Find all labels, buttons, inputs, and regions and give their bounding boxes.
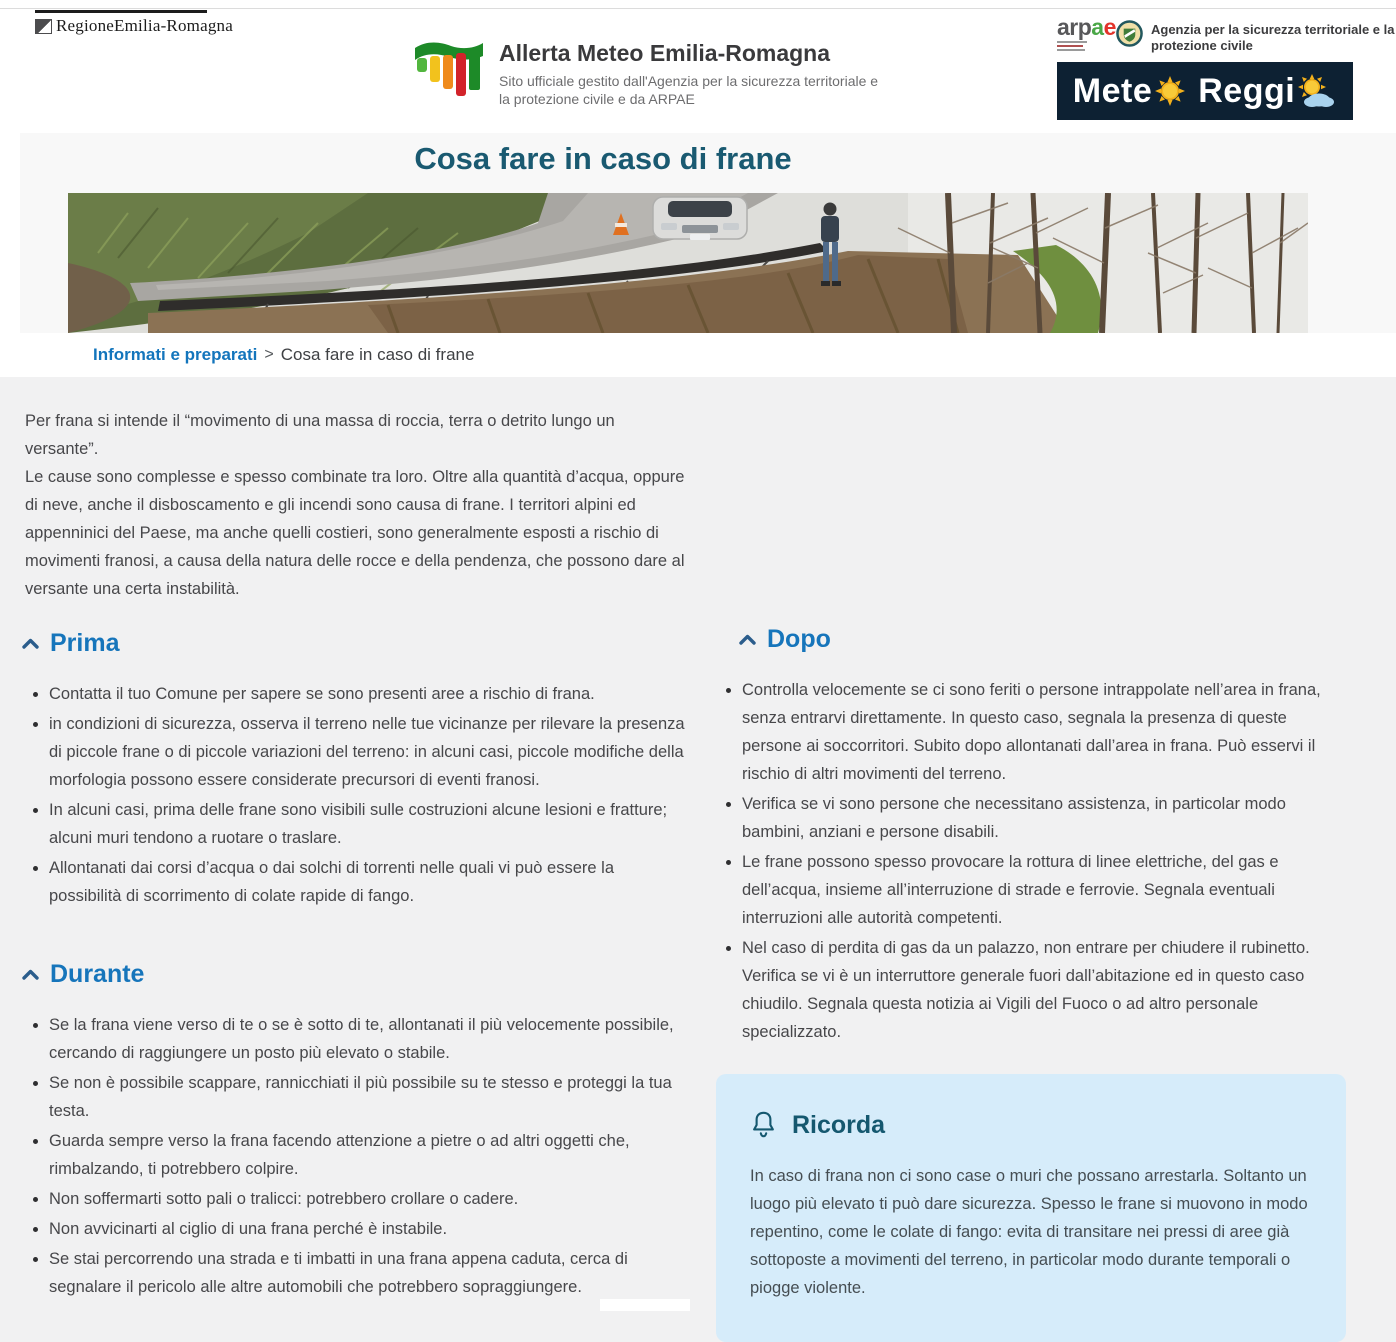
sun-icon [1154,75,1186,107]
arpae-text-gray: arp [1057,14,1092,40]
regione-emilia-romagna-logo[interactable] [35,10,239,40]
breadcrumb-current: Cosa fare in caso di frane [280,345,475,364]
left-column [25,407,685,1342]
list-item: • Guarda sempre verso la frana facendo attenzione a pietre o ad altri oggetti che, rimbalzando, ti potrebbero colpire. [49,1127,685,1183]
list-item: • Non soffermarti sotto pali o tralicci: potrebbero crollare o cadere. [49,1185,685,1213]
list-item: • Nel caso di perdita di gas da un palazzo, non entrare per chiudere il rubinetto. Verifica se vi è un interruttore generale fuori dall’abitazione ed in questo caso chiudilo. Segnala questa notizia ai Vigili del Fuoco o ad altro personale specializzato. [742,934,1346,1046]
arpae-logo[interactable] [1057,16,1116,51]
list-item: • In alcuni casi, prima delle frane sono visibili sulle costruzioni alcune lesioni e fratture; alcuni muri tendono a ruotare o traslare. [49,796,685,852]
dopo-list [716,676,1346,1046]
arpae-text-red: e [1103,14,1116,40]
header-top-rule [0,8,1396,9]
right-column [716,407,1346,1342]
section-title-dopo: Dopo [767,625,831,653]
list-item: • Le frane possono spesso provocare la rottura di linee elettriche, del gas e dell’acqua, insieme all’interruzione di strade e ferrovie. Segnala eventuali interruzioni alle autorità competenti. [742,848,1346,932]
site-subtitle-line2: la protezione civile e da ARPAE [499,91,695,108]
main-content [0,377,1396,1342]
collapse-chevron-icon[interactable] [21,637,40,650]
regione-logo-icon [35,19,52,34]
list-item: • Allontanati dai corsi d’acqua o dai solchi di torrenti nelle quali vi può essere la possibilità di scorrimento di colate rapide di fango. [49,854,685,910]
list-item: • Se non è possibile scappare, rannicchiati il più possibile su te stesso e proteggi la tua testa. [49,1069,685,1125]
breadcrumb-link-informati[interactable]: Informati e preparati [93,345,258,364]
intro-text [25,407,685,603]
regione-logo-text: RegioneEmilia-Romagna [56,16,233,35]
breadcrumb-separator: > [264,346,274,363]
car-illustration [653,197,747,240]
agency-name: Agenzia per la sicurezza territoriale e la protezione civile [1151,22,1395,54]
banner-text-reggi: Reggi [1198,71,1296,110]
regione-logo-bar [35,10,207,13]
site-title: Allerta Meteo Emilia-Romagna [499,40,831,66]
section-prima [25,629,685,910]
list-item: • Verifica se vi sono persone che necessitano assistenza, in particolar modo bambini, anziani e persone disabili. [742,790,1346,846]
ricorda-callout [716,1074,1346,1342]
title-band [20,133,1396,333]
intro-paragraph-1: Per frana si intende il “movimento di una massa di roccia, terra o detrito lungo un versante”. [25,412,615,458]
bell-icon [750,1110,777,1140]
collapse-chevron-icon[interactable] [738,633,757,646]
section-title-durante: Durante [50,960,145,988]
section-title-prima: Prima [50,629,120,657]
page-title: Cosa fare in caso di frane [414,141,792,176]
intro-paragraph-2: Le cause sono complesse e spesso combinate tra loro. Oltre alla quantità d’acqua, oppure di neve, anche il disboscamento e gli incendi sono causa di frane. I territori alpini ed appenninici del Paese, ma anche quelli costieri, sono generalmente esposti a rischio di movimenti franosi, a causa della natura delle rocce e della pendenza, che possono dare al versante una certa instabilità. [25,468,685,598]
arpae-sublines [1057,41,1116,51]
protezione-civile-badge-icon [1116,20,1143,47]
allerta-meteo-logo-icon [413,40,485,98]
landslide-photo-illustration [68,193,1308,333]
list-item: • Se stai percorrendo una strada e ti imbatti in una frana appena caduta, cerca di segnalare il pericolo alle altre automobili che potrebbero sopraggiungere. [49,1245,685,1301]
bottom-notch [600,1299,690,1311]
site-subtitle-line1: Sito ufficiale gestito dall'Agenzia per la sicurezza territoriale e [499,73,879,89]
collapse-chevron-icon[interactable] [21,968,40,981]
arpae-text-green: a [1091,14,1104,40]
list-item: • Se la frana viene verso di te o se è sotto di te, allontanati il più velocemente possibile, cercando di raggiungere un posto più elevato o stabile. [49,1011,685,1067]
list-item: • Contatta il tuo Comune per sapere se sono presenti aree a rischio di frana. [49,680,685,708]
meteo-reggio-banner[interactable] [1057,62,1353,120]
breadcrumb [0,333,1396,377]
prima-list [25,680,685,910]
ricorda-text: In caso di frana non ci sono case o muri che possano arrestarla. Soltanto un luogo più elevato ti può dare sicurezza. Spesso le frane si muovono in modo repentino, come le colate di fango: evita di transitare nei pressi di aree già sottoposte a movimenti del terreno, in particolar modo durante temporali o piogge violente. [750,1167,1308,1297]
banner-text-mete: Mete [1072,71,1153,110]
section-durante [25,960,685,1301]
list-item: • Controlla velocemente se ci sono feriti o persone intrappolate nell’area in frana, senza entrarvi direttamente. In questo caso, segnala la presenza di queste persone ai soccorritori. Subito dopo allontanati dall’area in frana. Può esservi il rischio di altri movimenti del terreno. [742,676,1346,788]
durante-list [25,1011,685,1301]
sun-cloud-icon [1297,74,1335,108]
list-item: • in condizioni di sicurezza, osserva il terreno nelle tue vicinanze per rilevare la presenza di piccole frane o di piccole variazioni del terreno: in alcuni casi, piccole modifiche della morfologia possono essere considerate precursori di eventi franosi. [49,710,685,794]
ricorda-title: Ricorda [792,1110,886,1139]
section-dopo [716,625,1346,1046]
hero-image [68,193,1308,333]
site-header [0,0,1396,133]
allerta-meteo-brand[interactable] [413,40,878,109]
list-item: • Non avvicinarti al ciglio di una frana perché è instabile. [49,1215,685,1243]
